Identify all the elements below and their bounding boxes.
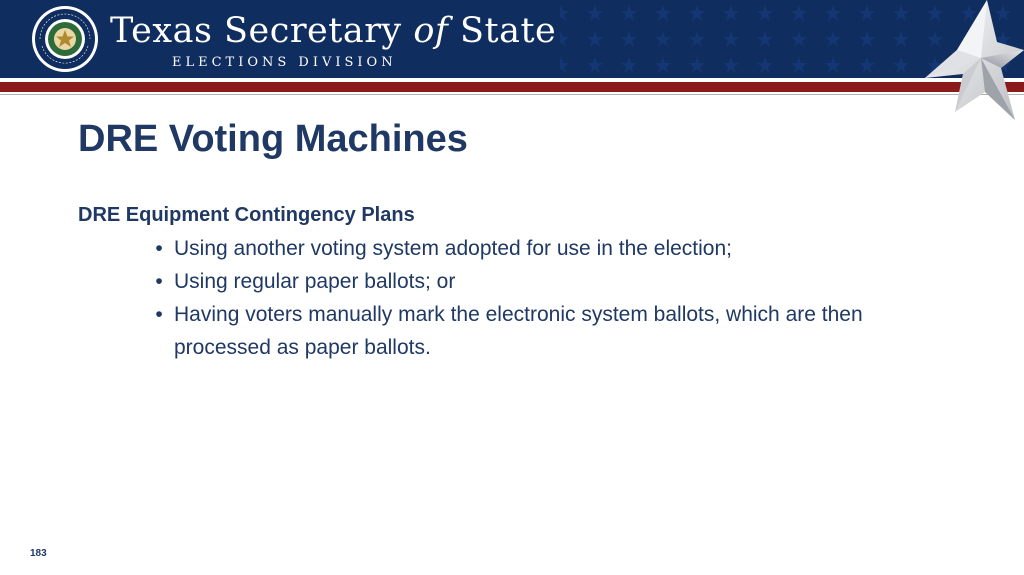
organization-title xyxy=(110,8,556,54)
bullet-list xyxy=(152,232,952,364)
bullet-glyph: • xyxy=(155,303,163,326)
org-name-part2: State xyxy=(460,11,557,51)
header-stripe-gray-thin xyxy=(0,94,1024,95)
bullet-item xyxy=(152,265,952,298)
org-name-of: of xyxy=(413,11,449,51)
bullet-text: Using another voting system adopted for use in the election; xyxy=(174,237,732,260)
division-subtitle: ELECTIONS DIVISION xyxy=(172,55,397,70)
bullet-item xyxy=(152,298,952,364)
texas-sos-seal-logo xyxy=(30,4,100,74)
texas-star-icon xyxy=(905,0,1024,128)
bullet-text: Having voters manually mark the electronic system ballots, which are then processed as paper ballots. xyxy=(174,303,863,359)
bullet-glyph: • xyxy=(155,237,163,260)
slide-title: DRE Voting Machines xyxy=(78,118,468,160)
page-number: 183 xyxy=(30,548,47,559)
bullet-item xyxy=(152,232,952,265)
org-name-part1: Texas Secretary xyxy=(110,11,402,51)
section-heading: DRE Equipment Contingency Plans xyxy=(78,204,415,226)
bullet-text: Using regular paper ballots; or xyxy=(174,270,456,293)
bullet-glyph: • xyxy=(155,270,163,293)
header-stripe-red xyxy=(0,82,1024,92)
